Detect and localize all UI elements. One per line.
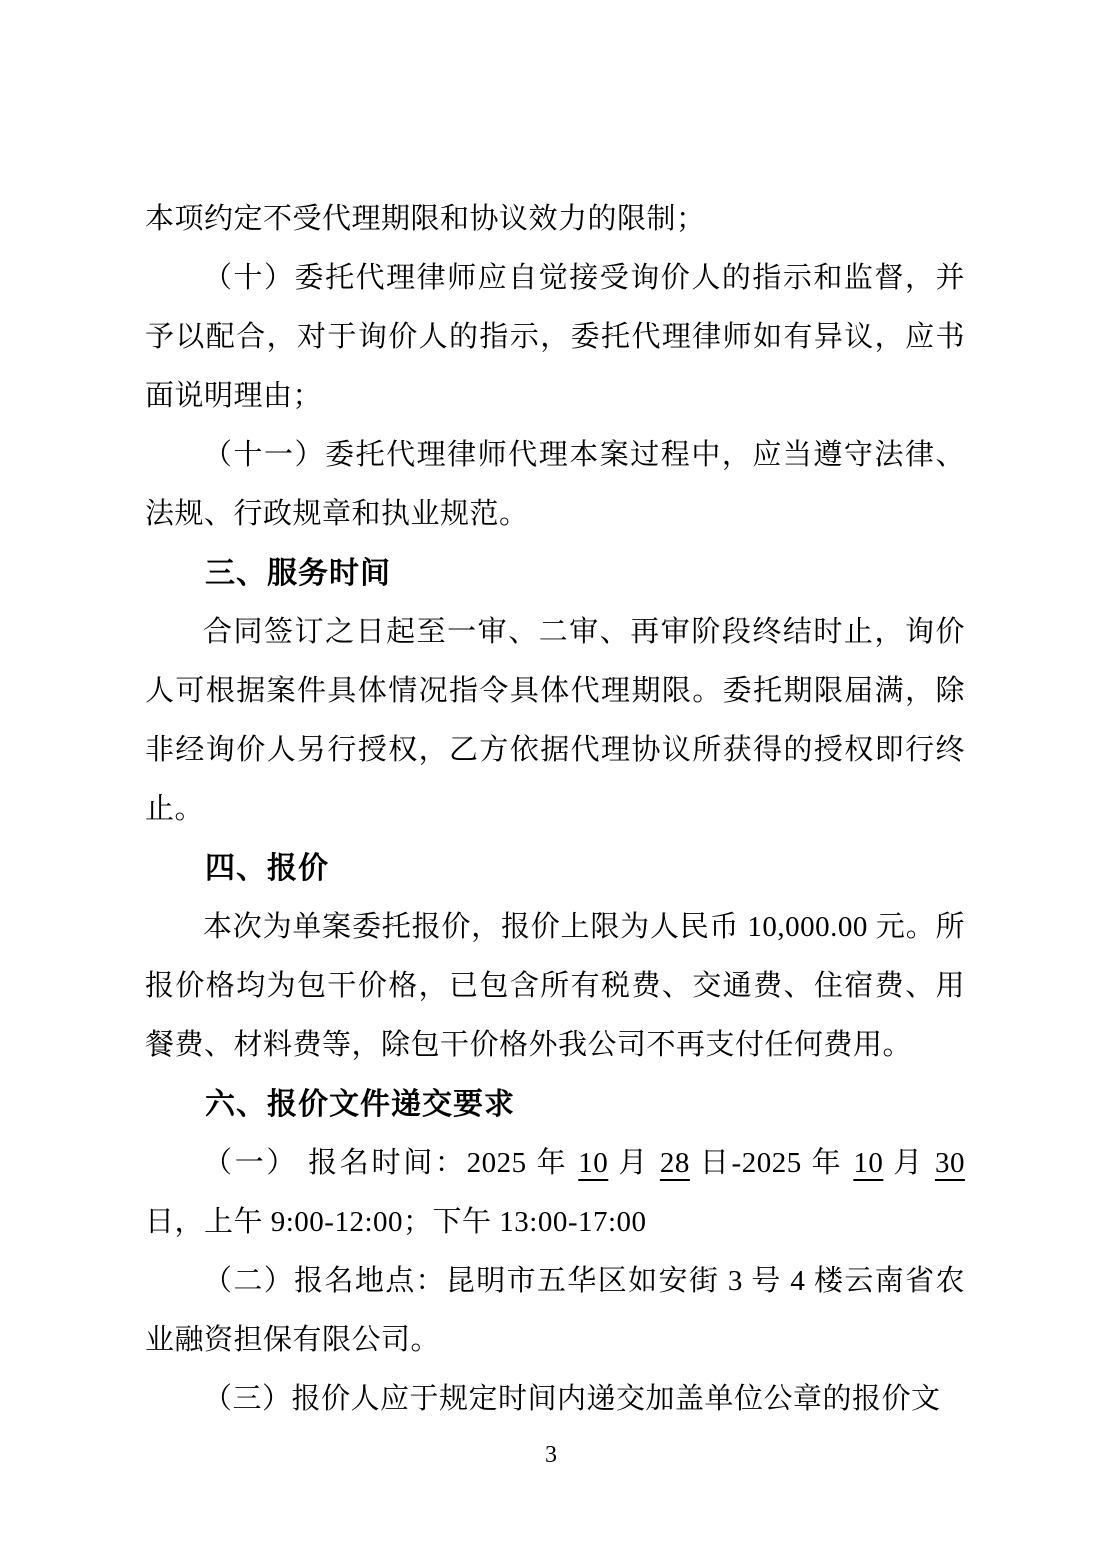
text-run: （十）委托代理律师应自觉接受询价人的指示和监督，并予以配合，对于询价人的指示，委托代理律师如有异议，应书面说明理由； bbox=[145, 262, 965, 412]
underlined-text: 10 bbox=[578, 1147, 609, 1179]
paragraph bbox=[145, 898, 965, 1075]
paragraph bbox=[145, 426, 965, 544]
text-run: （二）报名地点：昆明市五华区如安街 3 号 4 楼云南省农业融资担保有限公司。 bbox=[145, 1265, 965, 1356]
section-heading bbox=[145, 544, 965, 603]
underlined-text: 30 bbox=[934, 1147, 965, 1179]
text-run: 三、服务时间 bbox=[205, 557, 391, 590]
paragraph bbox=[145, 603, 965, 839]
paragraph bbox=[145, 1134, 965, 1252]
section-heading bbox=[145, 839, 965, 898]
text-run: 日-2025 年 bbox=[689, 1147, 854, 1179]
text-run: 本次为单案委托报价，报价上限为人民币 10,000.00 元。所报价格均为包干价格，已包含所有税费、交通费、住宿费、用餐费、材料费等，除包干价格外我公司不再支付任何费用。 bbox=[145, 911, 965, 1061]
text-run: 六、报价文件递交要求 bbox=[205, 1088, 515, 1121]
paragraph bbox=[145, 249, 965, 426]
text-run: 合同签订之日起至一审、二审、再审阶段终结时止，询价人可根据案件具体情况指令具体代理期限。委托期限届满，除非经询价人另行授权，乙方依据代理协议所获得的授权即行终止。 bbox=[145, 616, 965, 825]
page-footer bbox=[0, 1440, 1102, 1470]
text-run: 月 bbox=[608, 1147, 660, 1179]
paragraph bbox=[145, 190, 965, 249]
underlined-text: 28 bbox=[659, 1147, 690, 1179]
section-heading bbox=[145, 1075, 965, 1134]
text-run: 月 bbox=[883, 1147, 935, 1179]
text-run: 本项约定不受代理期限和协议效力的限制； bbox=[145, 203, 706, 235]
underlined-text: 10 bbox=[853, 1147, 884, 1179]
text-run: 日，上午 9:00-12:00；下午 13:00-17:00 bbox=[145, 1206, 647, 1238]
page-number: 3 bbox=[545, 1442, 557, 1468]
text-run: （三）报价人应于规定时间内递交加盖单位公章的报价文 bbox=[203, 1383, 941, 1415]
paragraph bbox=[145, 1370, 965, 1429]
paragraph bbox=[145, 1252, 965, 1370]
text-run: （一） 报名时间：2025 年 bbox=[203, 1147, 579, 1179]
document-body bbox=[145, 190, 965, 1429]
text-run: （十一）委托代理律师代理本案过程中，应当遵守法律、法规、行政规章和执业规范。 bbox=[145, 439, 965, 530]
text-run: 四、报价 bbox=[205, 852, 329, 885]
